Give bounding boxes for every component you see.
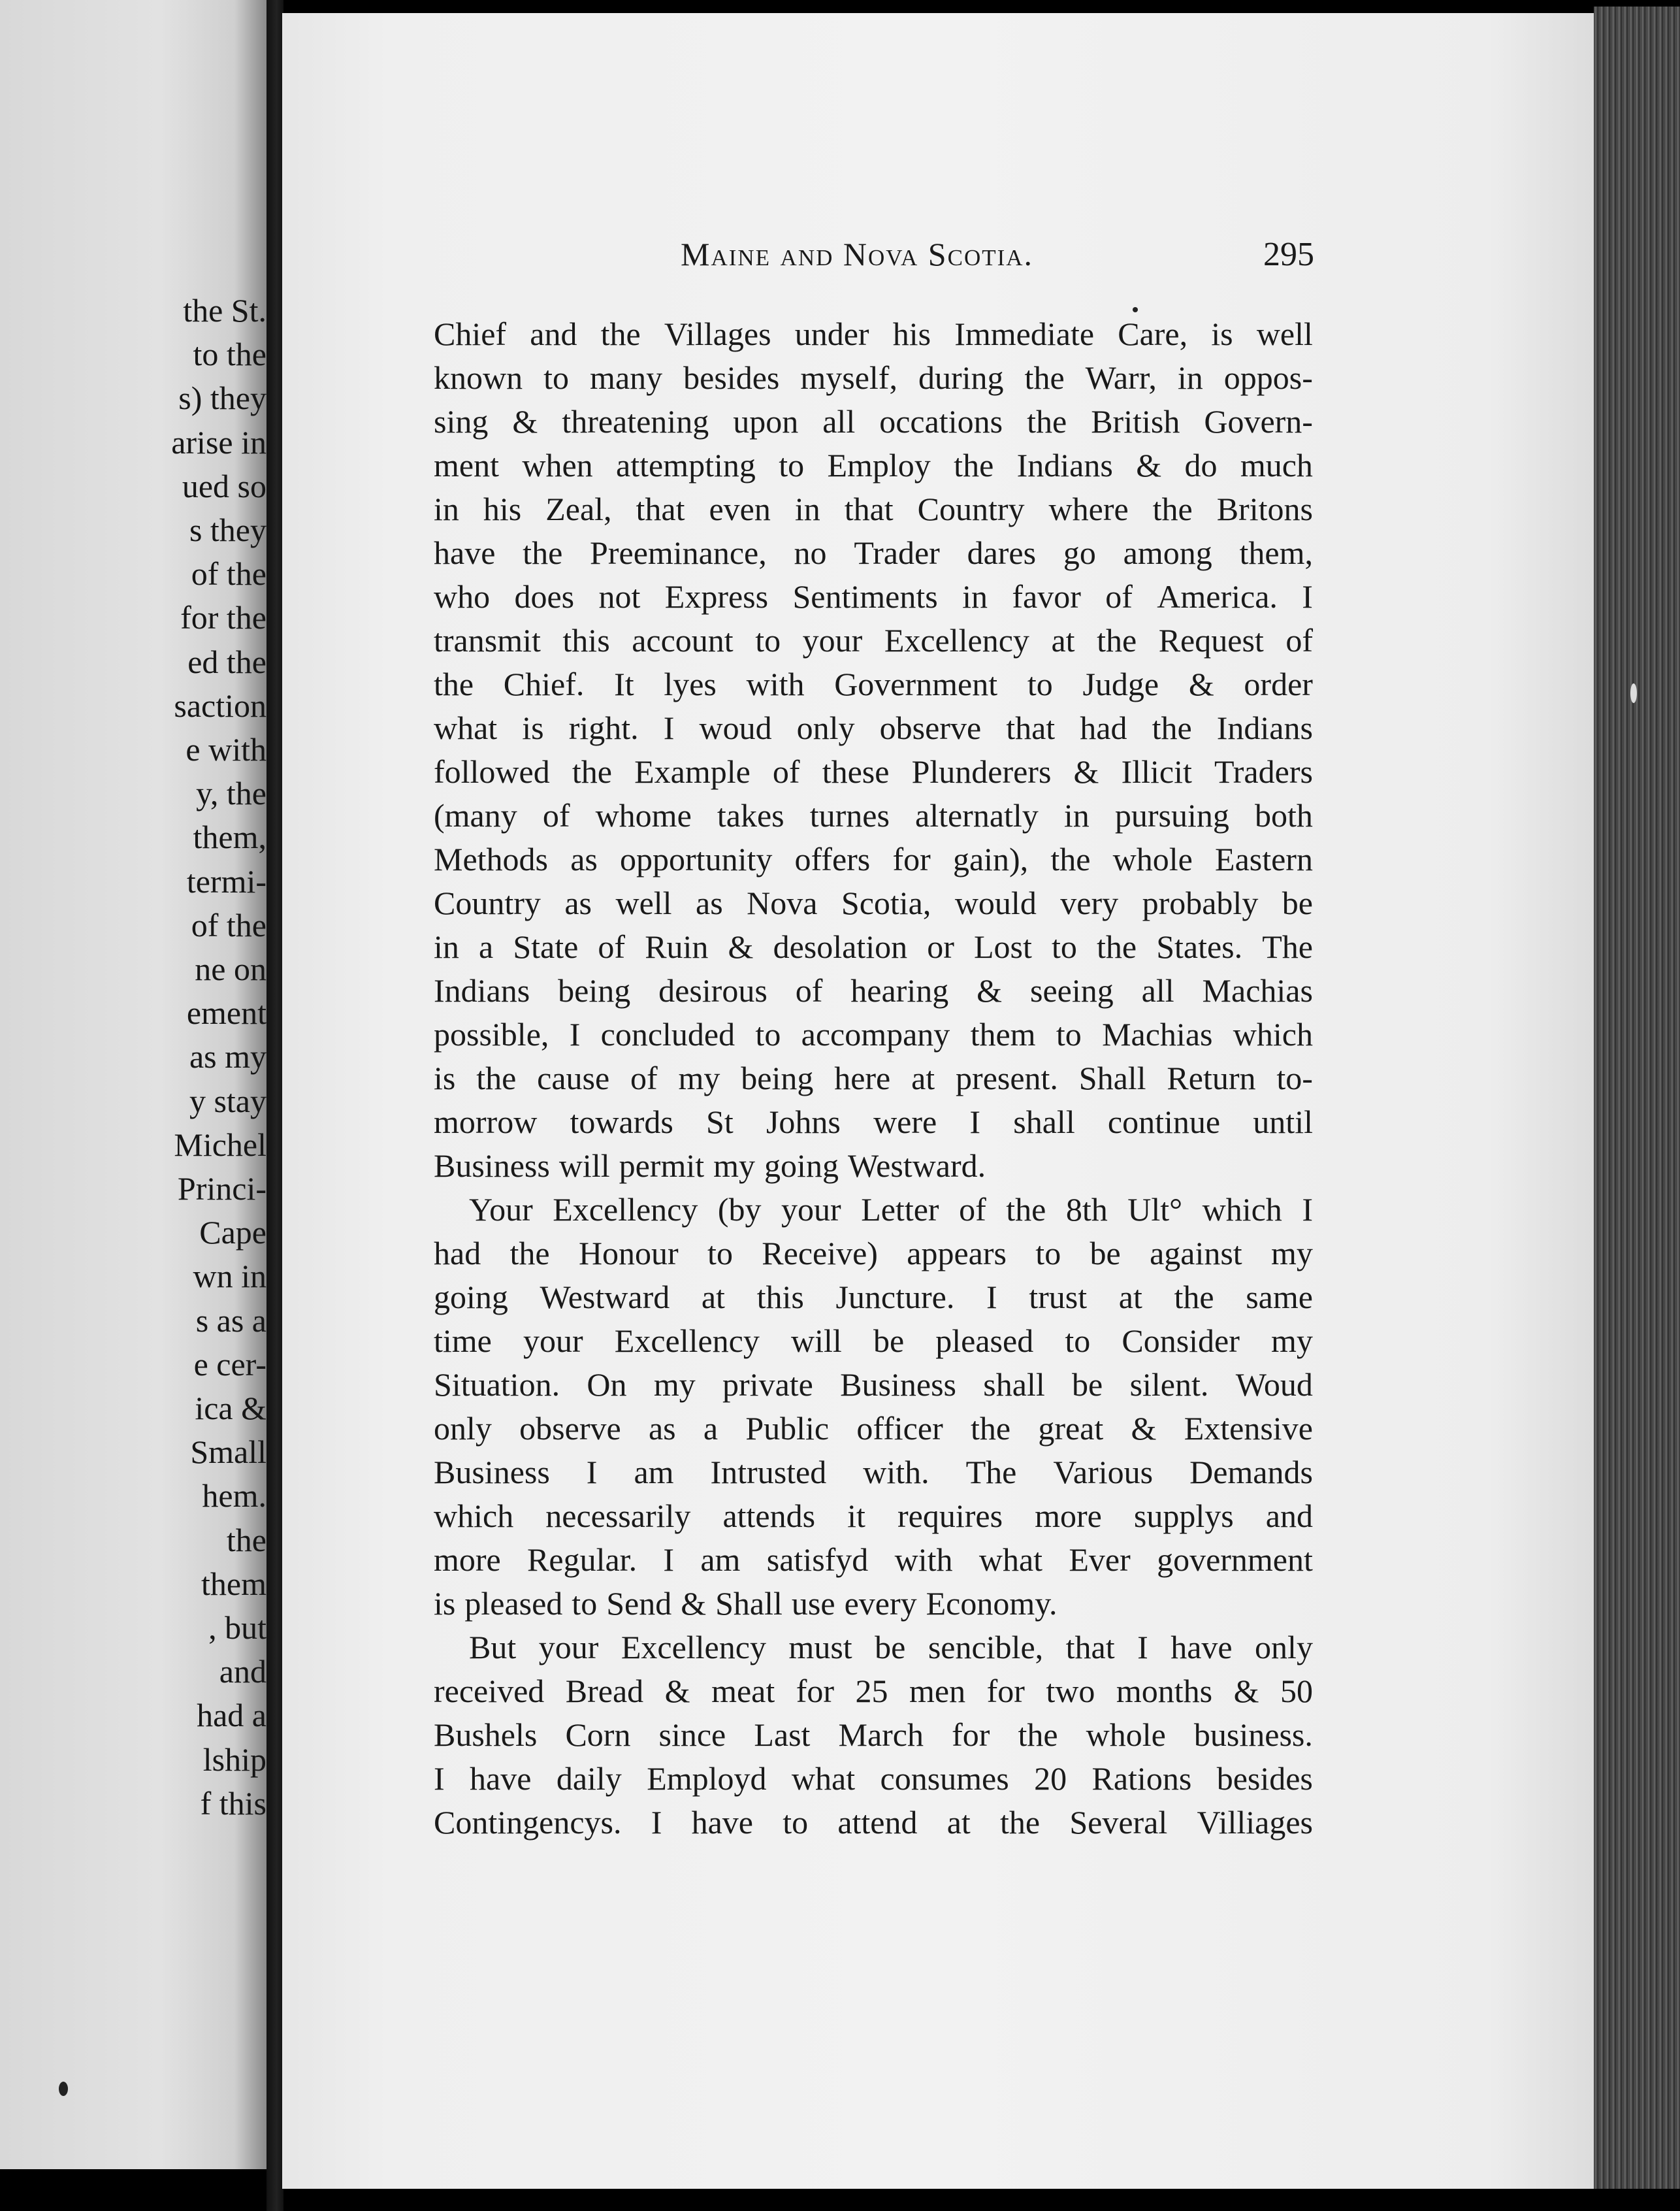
left-page-fragment: s as a bbox=[195, 1302, 267, 1339]
left-page-fragment: to the bbox=[193, 336, 267, 373]
left-page-fragment: of the bbox=[191, 906, 267, 943]
text-line: Business will permit my going Westward. bbox=[434, 1147, 986, 1184]
text-line: morrow towards St Johns were I shall continue until bbox=[434, 1104, 1313, 1140]
left-page-fragment: y stay bbox=[189, 1082, 267, 1119]
left-page-fragment: Cape bbox=[199, 1214, 267, 1251]
text-line: Situation. On my private Business shall be silent. Woud bbox=[434, 1366, 1313, 1403]
text-line: had the Honour to Receive) appears to be against my bbox=[434, 1235, 1313, 1271]
text-line: possible, I concluded to accompany them to Machias which bbox=[434, 1016, 1313, 1053]
text-line: which necessarily attends it requires more supplys and bbox=[434, 1498, 1313, 1534]
text-line: in a State of Ruin & desolation or Lost to the States. The bbox=[434, 928, 1313, 965]
page-number: 295 bbox=[1263, 236, 1314, 273]
page-edges bbox=[1594, 7, 1680, 2189]
left-page-fragment: s they bbox=[189, 512, 267, 548]
text-line: only observe as a Public officer the great & Extensive bbox=[434, 1410, 1313, 1447]
left-page-fragment: the bbox=[226, 1521, 267, 1558]
text-line: Chief and the Villages under his Immediate Care, is well bbox=[434, 316, 1313, 352]
left-page-fragment: e with bbox=[186, 731, 267, 768]
left-page-fragment: s) they bbox=[178, 380, 267, 417]
left-page-fragment: wn in bbox=[193, 1258, 267, 1295]
left-page-fragment: the St. bbox=[183, 292, 267, 329]
text-line: But your Excellency must be sencible, that I have only bbox=[469, 1629, 1313, 1665]
text-line: I have daily Employd what consumes 20 Rations besides bbox=[434, 1760, 1313, 1797]
left-page-fragment: of the bbox=[191, 555, 267, 593]
text-line: Methods as opportunity offers for gain), the whole Eastern bbox=[434, 841, 1313, 877]
left-page-fragment: , but bbox=[208, 1609, 267, 1646]
text-line: the Chief. It lyes with Government to Judge & order bbox=[434, 666, 1313, 702]
left-page-fragment: f this bbox=[200, 1784, 267, 1822]
text-line: Your Excellency (by your Letter of the 8th Ult° which I bbox=[469, 1191, 1313, 1228]
text-line: have the Preeminance, no Trader dares go among them, bbox=[434, 534, 1313, 571]
text-line: received Bread & meat for 25 men for two months & 50 bbox=[434, 1673, 1313, 1709]
left-page-fragment: saction bbox=[174, 687, 267, 724]
text-line: more Regular. I am satisfyd with what Ever government bbox=[434, 1541, 1313, 1578]
text-line: is pleased to Send & Shall use every Economy. bbox=[434, 1585, 1058, 1622]
book-gutter bbox=[267, 0, 283, 2211]
text-line: Indians being desirous of hearing & seeing all Machias bbox=[434, 972, 1313, 1009]
left-page-fragment: and bbox=[219, 1653, 267, 1690]
text-line: who does not Express Sentiments in favor of America. I bbox=[434, 578, 1313, 615]
left-page-fragment: y, the bbox=[196, 775, 267, 812]
left-page-fragment: for the bbox=[180, 599, 267, 636]
text-line: Contingencys. I have to attend at the Several Villiages bbox=[434, 1804, 1313, 1841]
text-line: ment when attempting to Employ the Indians & do much bbox=[434, 447, 1313, 483]
text-line: sing & threatening upon all occations the British Govern- bbox=[434, 403, 1313, 440]
text-line: transmit this account to your Excellency at the Request of bbox=[434, 622, 1313, 659]
left-page-fragment: hem. bbox=[202, 1477, 267, 1515]
text-line: going Westward at this Juncture. I trust at the same bbox=[434, 1279, 1313, 1315]
left-page-fragment: Small bbox=[190, 1433, 267, 1471]
left-page-fragment: termi- bbox=[186, 862, 267, 900]
left-page-fragment: arise in bbox=[171, 423, 267, 461]
left-page-fragment: had a bbox=[197, 1697, 267, 1734]
left-page-fragment: ement bbox=[186, 994, 267, 1032]
left-page-fragment: ed the bbox=[187, 643, 267, 680]
body-text bbox=[434, 312, 1313, 1844]
left-page-fragment: e cer- bbox=[193, 1345, 267, 1383]
text-line: Bushels Corn since Last March for the whole business. bbox=[434, 1716, 1313, 1753]
left-page-fragment: Princi- bbox=[177, 1170, 267, 1207]
left-page-fragment: ica & bbox=[195, 1390, 267, 1426]
scan-speck bbox=[1133, 307, 1138, 312]
left-facing-page bbox=[0, 0, 267, 2169]
running-header bbox=[400, 235, 1314, 287]
scan-speck bbox=[1630, 683, 1637, 703]
left-page-fragment: lship bbox=[202, 1741, 267, 1778]
left-page-fragment: ne on bbox=[195, 951, 267, 987]
text-line: Business I am Intrusted with. The Various Demands bbox=[434, 1454, 1313, 1490]
text-line: known to many besides myself, during the Warr, in oppos- bbox=[434, 359, 1313, 396]
running-title: Maine and Nova Scotia. bbox=[681, 236, 1034, 272]
text-line: (many of whome takes turnes alternatly in pursuing both bbox=[434, 797, 1313, 834]
text-line: time your Excellency will be pleased to Consider my bbox=[434, 1322, 1313, 1359]
left-page-fragment: them bbox=[201, 1565, 267, 1602]
left-page-fragment: ued so bbox=[182, 467, 267, 504]
left-page-fragment: as my bbox=[189, 1038, 267, 1075]
text-line: what is right. I woud only observe that had the Indians bbox=[434, 710, 1313, 746]
text-line: in his Zeal, that even in that Country where the Britons bbox=[434, 491, 1313, 527]
text-line: is the cause of my being here at present. Shall Return to- bbox=[434, 1060, 1313, 1096]
left-page-fragment: Michel bbox=[174, 1126, 267, 1163]
text-line: Country as well as Nova Scotia, would very probably be bbox=[434, 885, 1313, 921]
left-page-fragment: them, bbox=[193, 819, 267, 856]
scan-speck bbox=[59, 2082, 68, 2096]
text-line: followed the Example of these Plunderers & Illicit Traders bbox=[434, 753, 1313, 790]
